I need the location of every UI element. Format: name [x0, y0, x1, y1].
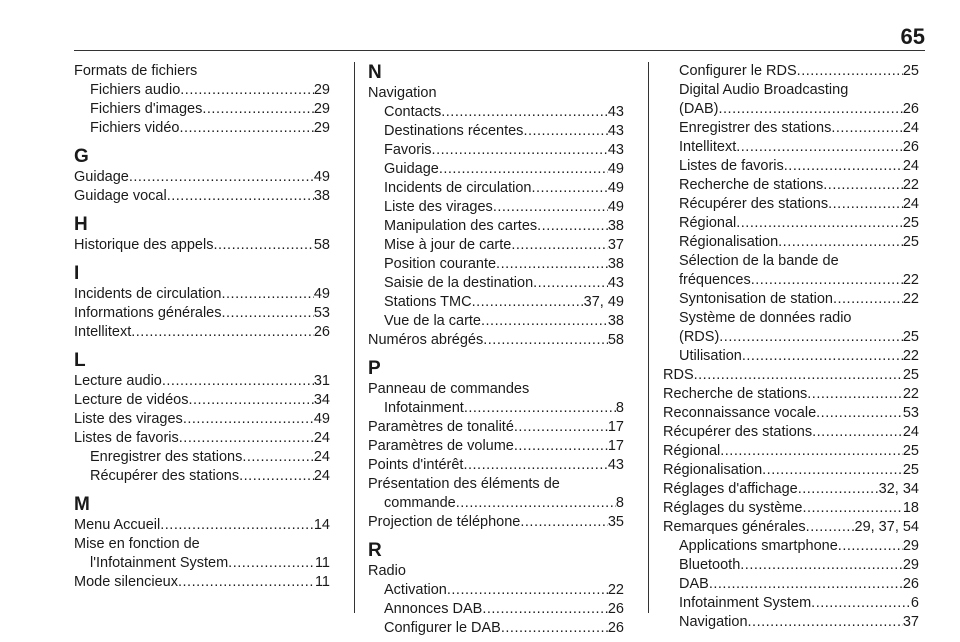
index-entry-label: Intellitext [74, 324, 132, 340]
index-entry [74, 81, 330, 100]
index-entry-page: 38 [607, 256, 624, 272]
index-entry [74, 429, 330, 448]
index-entry-label: Enregistrer des stations [90, 449, 243, 465]
dot-leader [812, 423, 903, 442]
dot-leader [719, 328, 903, 347]
index-letter-heading: I [74, 263, 80, 284]
index-entry-label: Incidents de circulation [384, 180, 532, 196]
index-entry [368, 255, 624, 274]
dot-leader [514, 418, 608, 437]
index-entry-label: fréquences [679, 272, 751, 288]
index-entry-label: Guidage [384, 161, 439, 177]
index-entry-label: Réglages d'affichage [663, 481, 798, 497]
dot-leader [167, 187, 314, 206]
index-entry-page: 24 [902, 158, 919, 174]
index-entry-label: Mise à jour de carte [384, 237, 512, 253]
index-letter-heading: G [74, 146, 89, 167]
index-entry [663, 214, 919, 233]
index-entry [368, 122, 624, 141]
index-entry-label: Configurer le RDS [679, 63, 797, 79]
index-entry-page: 24 [313, 468, 330, 484]
index-entry-page: 25 [902, 367, 919, 383]
index-entry-page: 58 [313, 237, 330, 253]
dot-leader [823, 176, 903, 195]
index-entry [74, 119, 330, 138]
index-entry-label: Liste des virages [384, 199, 493, 215]
dot-leader [797, 62, 903, 81]
index-letter-heading: L [74, 350, 86, 371]
index-entry-label: Fichiers audio [90, 82, 181, 98]
index-entry-page: 17 [607, 419, 624, 435]
dot-leader [131, 323, 314, 342]
index-entry [368, 456, 624, 475]
dot-leader [213, 236, 313, 255]
index-group-heading: Sélection de la bande de [679, 253, 839, 269]
index-entry-page: 49 [313, 169, 330, 185]
index-entry-page: 6 [910, 595, 919, 611]
index-entry-page: 24 [902, 424, 919, 440]
index-entry-page: 25 [902, 462, 919, 478]
index-entry-label: Saisie de la destination [384, 275, 534, 291]
index-entry [368, 236, 624, 255]
index-entry-page: 25 [902, 215, 919, 231]
index-entry [74, 187, 330, 206]
index-entry-label: l'Infotainment System [90, 555, 229, 571]
index-entry-label: Listes de favoris [74, 430, 179, 446]
index-column-1 [74, 62, 330, 592]
dot-leader [736, 138, 903, 157]
index-entry-page: 18 [902, 500, 919, 516]
index-entry-label: Récupérer des stations [679, 196, 829, 212]
index-entry [663, 385, 919, 404]
index-entry [74, 448, 330, 467]
index-entry-label: Annonces DAB [384, 601, 483, 617]
dot-leader [483, 331, 608, 350]
index-entry-page: 26 [313, 324, 330, 340]
index-entry-page: 58 [607, 332, 624, 348]
index-entry-page: 49 [607, 180, 624, 196]
index-entry [663, 537, 919, 556]
index-entry-page: 38 [607, 313, 624, 329]
dot-leader [242, 448, 314, 467]
index-entry-page: 11 [314, 574, 330, 590]
dot-leader [694, 366, 903, 385]
index-entry [663, 575, 919, 594]
index-entry [663, 157, 919, 176]
dot-leader [183, 410, 314, 429]
index-entry-page: 25 [902, 329, 919, 345]
index-entry-label: commande [384, 495, 456, 511]
dot-leader [533, 274, 608, 293]
column-divider [354, 62, 355, 613]
index-entry-label: Fichiers d'images [90, 101, 203, 117]
index-entry-label: Lecture audio [74, 373, 162, 389]
dot-leader [802, 499, 902, 518]
index-entry [74, 554, 330, 573]
dot-leader [228, 554, 315, 573]
page-number: 65 [900, 24, 925, 49]
index-entry-label: RDS [663, 367, 694, 383]
dot-leader [464, 399, 616, 418]
dot-leader [447, 581, 608, 600]
index-entry-label: Remarques générales [663, 519, 806, 535]
dot-leader [179, 119, 313, 138]
dot-leader [456, 494, 616, 513]
index-entry [663, 613, 919, 632]
index-letter-heading: N [368, 62, 382, 83]
index-entry-page: 38 [607, 218, 624, 234]
dot-leader [838, 537, 903, 556]
index-entry-label: Syntonisation de station [679, 291, 833, 307]
index-entry [368, 494, 624, 513]
index-entry [368, 103, 624, 122]
dot-leader [239, 467, 314, 486]
index-entry-label: Régionalisation [679, 234, 779, 250]
index-entry-label: Recherche de stations [679, 177, 824, 193]
index-group-heading: Système de données radio [679, 310, 852, 326]
dot-leader [162, 372, 314, 391]
index-entry-page: 24 [902, 120, 919, 136]
index-entry [74, 467, 330, 486]
index-entry-page: 14 [313, 517, 330, 533]
dot-leader [472, 293, 584, 312]
index-entry-page: 43 [607, 457, 624, 473]
index-group-heading: Radio [368, 563, 406, 579]
index-entry [368, 418, 624, 437]
dot-leader [179, 429, 314, 448]
index-entry-page: 22 [607, 582, 624, 598]
index-entry-page: 29, 37, 54 [854, 519, 919, 535]
index-entry-label: Favoris [384, 142, 432, 158]
index-entry-label: Destinations récentes [384, 123, 524, 139]
index-entry-page: 26 [607, 601, 624, 617]
index-entry-label: Historique des appels [74, 237, 214, 253]
index-group-heading: Formats de fichiers [74, 63, 198, 79]
dot-leader [740, 556, 903, 575]
index-entry [74, 304, 330, 323]
index-entry-label: Régional [663, 443, 721, 459]
index-entry-page: 17 [607, 438, 624, 454]
index-entry [74, 391, 330, 410]
index-entry [368, 399, 624, 418]
dot-leader [493, 198, 608, 217]
index-entry-label: Régional [679, 215, 737, 231]
dot-leader [441, 103, 608, 122]
dot-leader [432, 141, 608, 160]
index-entry [663, 100, 919, 119]
index-entry-label: Bluetooth [679, 557, 741, 573]
index-entry-page: 11 [314, 555, 330, 571]
index-entry-label: Guidage vocal [74, 188, 167, 204]
index-entry-label: Menu Accueil [74, 517, 161, 533]
index-entry [368, 331, 624, 350]
index-entry-label: Configurer le DAB [384, 620, 501, 636]
index-entry-label: Numéros abrégés [368, 332, 484, 348]
index-entry [368, 179, 624, 198]
dot-leader [736, 214, 903, 233]
dot-leader [222, 285, 314, 304]
index-entry-page: 32, 34 [878, 481, 919, 497]
index-entry-label: Listes de favoris [679, 158, 784, 174]
index-entry-page: 43 [607, 142, 624, 158]
index-entry-label: Points d'intérêt [368, 457, 464, 473]
index-entry [368, 581, 624, 600]
dot-leader [178, 573, 315, 592]
index-entry-label: Fichiers vidéo [90, 120, 180, 136]
index-entry-page: 49 [313, 286, 330, 302]
index-entry-label: Lecture de vidéos [74, 392, 189, 408]
dot-leader [129, 168, 314, 187]
index-entry-page: 38 [313, 188, 330, 204]
index-group-heading: Digital Audio Broadcasting [679, 82, 849, 98]
index-entry-page: 29 [902, 538, 919, 554]
dot-leader [742, 347, 903, 366]
index-entry [368, 198, 624, 217]
dot-leader [222, 304, 314, 323]
index-entry-page: 49 [607, 199, 624, 215]
index-entry-page: 25 [902, 443, 919, 459]
dot-leader [720, 442, 903, 461]
index-entry [663, 556, 919, 575]
index-entry-label: Paramètres de tonalité [368, 419, 514, 435]
index-entry-page: 8 [615, 400, 624, 416]
index-entry [74, 168, 330, 187]
index-entry-label: Mode silencieux [74, 574, 178, 590]
dot-leader [806, 518, 855, 537]
dot-leader [463, 456, 607, 475]
index-entry [663, 271, 919, 290]
index-entry-page: 22 [902, 386, 919, 402]
index-entry [368, 619, 624, 638]
index-entry [663, 404, 919, 423]
dot-leader [778, 233, 903, 252]
dot-leader [798, 480, 879, 499]
dot-leader [514, 437, 608, 456]
index-entry [663, 119, 919, 138]
index-entry [74, 285, 330, 304]
dot-leader [816, 404, 903, 423]
dot-leader [496, 255, 608, 274]
index-entry-page: 22 [902, 348, 919, 364]
dot-leader [709, 575, 903, 594]
dot-leader [439, 160, 608, 179]
index-entry-page: 22 [902, 177, 919, 193]
index-entry [663, 195, 919, 214]
dot-leader [532, 179, 608, 198]
index-entry [368, 437, 624, 456]
index-entry-label: Infotainment System [679, 595, 812, 611]
index-letter-heading: P [368, 358, 381, 379]
dot-leader [188, 391, 313, 410]
index-entry-page: 22 [902, 272, 919, 288]
index-entry [663, 366, 919, 385]
index-column-3 [663, 62, 919, 632]
index-entry [368, 513, 624, 532]
dot-leader [807, 385, 903, 404]
index-entry [368, 141, 624, 160]
index-entry [74, 372, 330, 391]
index-entry-label: Stations TMC [384, 294, 472, 310]
index-entry-page: 29 [313, 101, 330, 117]
index-entry [663, 423, 919, 442]
index-entry-page: 49 [313, 411, 330, 427]
dot-leader [523, 122, 607, 141]
index-entry-label: Infotainment [384, 400, 464, 416]
dot-leader [784, 157, 903, 176]
index-entry [663, 62, 919, 81]
index-entry-label: DAB [679, 576, 709, 592]
dot-leader [751, 271, 903, 290]
index-entry-label: Applications smartphone [679, 538, 838, 554]
index-entry [74, 236, 330, 255]
index-entry-page: 26 [607, 620, 624, 636]
index-entry-label: Vue de la carte [384, 313, 481, 329]
dot-leader [811, 594, 911, 613]
index-column-2 [368, 62, 624, 638]
index-entry-page: 29 [902, 557, 919, 573]
index-entry [663, 138, 919, 157]
index-entry [663, 518, 919, 537]
index-entry-page: 26 [902, 139, 919, 155]
index-entry-page: 25 [902, 234, 919, 250]
dot-leader [537, 217, 608, 236]
index-entry [663, 480, 919, 499]
index-entry-label: Recherche de stations [663, 386, 808, 402]
index-entry-label: Manipulation des cartes [384, 218, 538, 234]
index-entry [663, 176, 919, 195]
dot-leader [520, 513, 607, 532]
index-entry-label: Utilisation [679, 348, 742, 364]
index-entry-page: 37 [902, 614, 919, 630]
index-entry-page: 29 [313, 120, 330, 136]
index-entry [663, 594, 919, 613]
index-entry-label: Activation [384, 582, 447, 598]
index-entry-label: Réglages du système [663, 500, 803, 516]
index-entry [74, 410, 330, 429]
index-entry-page: 8 [615, 495, 624, 511]
index-entry-page: 37, 49 [583, 294, 624, 310]
index-entry-label: (DAB) [679, 101, 719, 117]
index-entry-page: 29 [313, 82, 330, 98]
index-group-heading: Navigation [368, 85, 437, 101]
index-entry [74, 573, 330, 592]
dot-leader [481, 312, 608, 331]
dot-leader [828, 195, 903, 214]
index-entry-page: 24 [313, 449, 330, 465]
dot-leader [831, 119, 903, 138]
index-entry [663, 347, 919, 366]
index-entry [368, 160, 624, 179]
index-entry-page: 43 [607, 123, 624, 139]
index-entry-label: Informations générales [74, 305, 222, 321]
dot-leader [160, 516, 314, 535]
index-entry [368, 312, 624, 331]
index-entry-page: 31 [313, 373, 330, 389]
index-entry-label: Contacts [384, 104, 442, 120]
index-letter-heading: M [74, 494, 90, 515]
dot-leader [202, 100, 313, 119]
index-entry [663, 461, 919, 480]
dot-leader [748, 613, 903, 632]
index-entry-page: 22 [902, 291, 919, 307]
index-entry-label: Reconnaissance vocale [663, 405, 817, 421]
index-entry [663, 233, 919, 252]
index-entry-page: 24 [313, 430, 330, 446]
index-entry [368, 274, 624, 293]
index-entry-label: Liste des virages [74, 411, 183, 427]
index-entry-page: 26 [902, 101, 919, 117]
index-entry-label: Navigation [679, 614, 748, 630]
index-entry-label: Paramètres de volume [368, 438, 514, 454]
index-entry-page: 24 [902, 196, 919, 212]
index-entry [368, 293, 624, 312]
index-entry-label: Récupérer des stations [90, 468, 240, 484]
index-group-heading: Mise en fonction de [74, 536, 200, 552]
index-entry-page: 37 [607, 237, 624, 253]
index-entry-page: 35 [607, 514, 624, 530]
index-group-heading: Panneau de commandes [368, 381, 530, 397]
index-group-heading: Présentation des éléments de [368, 476, 560, 492]
index-entry [368, 600, 624, 619]
column-divider [648, 62, 649, 613]
index-letter-heading: R [368, 540, 382, 561]
header-rule [74, 50, 925, 51]
index-entry-label: Incidents de circulation [74, 286, 222, 302]
index-entry-page: 25 [902, 63, 919, 79]
index-entry-label: Récupérer des stations [663, 424, 813, 440]
index-entry [663, 442, 919, 461]
index-entry-page: 49 [607, 161, 624, 177]
index-entry [74, 323, 330, 342]
index-entry-label: Enregistrer des stations [679, 120, 832, 136]
index-entry [663, 328, 919, 347]
index-entry [74, 516, 330, 535]
index-entry [663, 499, 919, 518]
index-entry-page: 53 [902, 405, 919, 421]
index-entry [368, 217, 624, 236]
index-entry-label: Projection de téléphone [368, 514, 521, 530]
dot-leader [180, 81, 314, 100]
dot-leader [762, 461, 903, 480]
index-entry [663, 290, 919, 309]
index-entry-label: Intellitext [679, 139, 737, 155]
index-entry-page: 26 [902, 576, 919, 592]
index-entry-label: Régionalisation [663, 462, 763, 478]
dot-leader [833, 290, 903, 309]
dot-leader [718, 100, 902, 119]
index-entry-page: 53 [313, 305, 330, 321]
index-letter-heading: H [74, 214, 88, 235]
index-entry-page: 43 [607, 104, 624, 120]
index-entry-label: Guidage [74, 169, 129, 185]
dot-leader [511, 236, 608, 255]
index-entry-page: 43 [607, 275, 624, 291]
index-entry-label: Position courante [384, 256, 497, 272]
index-entry-label: (RDS) [679, 329, 720, 345]
dot-leader [482, 600, 608, 619]
index-entry [74, 100, 330, 119]
index-entry-page: 34 [313, 392, 330, 408]
dot-leader [501, 619, 608, 638]
